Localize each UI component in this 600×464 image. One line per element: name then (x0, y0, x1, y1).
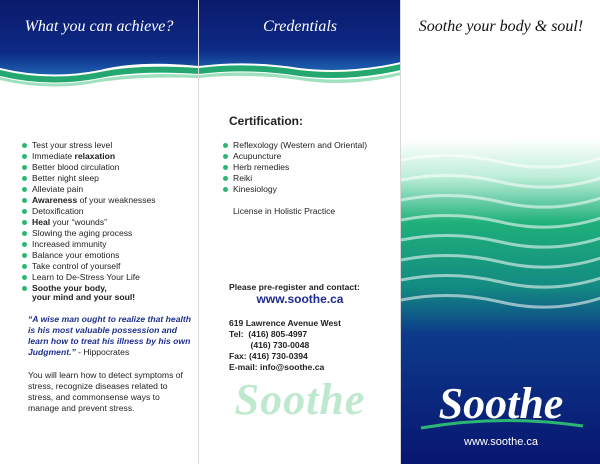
bullet-icon (22, 154, 27, 159)
bullet-icon (22, 253, 27, 258)
panel2-header: Credentials (262, 18, 338, 35)
benefit-bold: Awareness (32, 195, 78, 205)
panel-achieve (0, 0, 198, 464)
bullet-icon (22, 143, 27, 148)
preregister-text: Please pre-register and contact: (229, 282, 360, 292)
benefit-text: Balance your emotions (32, 250, 120, 260)
bullet-icon (223, 187, 228, 192)
certification-item (223, 162, 367, 173)
certification-item (223, 151, 367, 162)
benefit-text: Learn to De-Stress Your Life (32, 272, 140, 282)
certification-item (223, 173, 367, 184)
stress-paragraph: You will learn how to detect symptoms of stress, recognize diseases related to stress, and commonsense ways to manage and prevent stress. (28, 370, 183, 413)
cover-url[interactable]: www.soothe.ca (464, 436, 538, 448)
certification-text: Herb remedies (233, 162, 290, 172)
benefit-text: of your weaknesses (77, 195, 156, 205)
benefit-text: Test your stress level (32, 140, 113, 150)
benefit-text: your “wounds” (50, 217, 107, 227)
benefit-item (22, 228, 156, 239)
benefit-item (22, 206, 156, 217)
benefit-item (22, 272, 156, 283)
bullet-icon (223, 143, 228, 148)
benefit-text: Take control of yourself (32, 261, 121, 271)
bullet-icon (22, 242, 27, 247)
certification-text: Acupuncture (233, 151, 282, 161)
certification-text: Kinesiology (233, 184, 277, 194)
benefit-text: Alleviate pain (32, 184, 84, 194)
benefit-bold: relaxation (74, 151, 116, 161)
benefit-text: Immediate (32, 151, 75, 161)
benefit-item (22, 195, 156, 206)
license-text: License in Holistic Practice (233, 206, 336, 216)
benefit-text: Detoxification (32, 206, 84, 216)
soothe-logo: Soothe (438, 379, 564, 428)
benefit-bold: Heal (32, 217, 51, 227)
benefit-text: Increased immunity (32, 239, 107, 249)
panel1-header: What you can achieve? (24, 18, 174, 35)
certification-text: Reflexology (Western and Oriental) (233, 140, 368, 150)
bullet-icon (223, 176, 228, 181)
bullet-icon (22, 165, 27, 170)
bullet-icon (22, 187, 27, 192)
benefit-item (22, 239, 156, 250)
benefit-item (22, 162, 156, 173)
benefit-text: Better night sleep (32, 173, 99, 183)
bullet-icon (22, 231, 27, 236)
panel1-banner (0, 0, 198, 90)
bullet-icon (22, 275, 27, 280)
benefit-item (22, 151, 156, 162)
contact-address: 619 Lawrence Avenue West Tel: (416) 805-4997 (416) 730-0048 Fax: (416) 730-0394 E-mail: info@soothe.ca (229, 318, 341, 372)
benefit-item (22, 184, 156, 195)
benefit-item (22, 173, 156, 184)
benefit-item (22, 217, 156, 228)
bullet-icon (22, 220, 27, 225)
panel-cover (400, 0, 600, 464)
benefit-last-line: your mind and your soul! (32, 292, 136, 302)
bullet-icon (22, 176, 27, 181)
benefit-item (22, 250, 156, 261)
cover-tagline: Soothe your body & soul! (418, 18, 584, 35)
certification-list (223, 140, 367, 195)
website-link[interactable]: www.soothe.ca (256, 292, 344, 306)
bullet-icon (223, 154, 228, 159)
bullet-icon (223, 165, 228, 170)
benefit-bold: Soothe your body, (32, 283, 107, 293)
bullet-icon (22, 209, 27, 214)
benefit-text: Slowing the aging process (32, 228, 133, 238)
certification-item (223, 184, 367, 195)
benefit-text: Better blood circulation (32, 162, 120, 172)
bullet-icon (22, 286, 27, 291)
bullet-icon (22, 264, 27, 269)
hippocrates-quote (28, 314, 193, 358)
benefit-item (22, 261, 156, 272)
panel2-banner (199, 0, 401, 90)
quote-text: “A wise man ought to realize that health is his most valuable possession and learn how to treat his illness by his own Judgment.” (28, 314, 191, 357)
benefits-list (22, 140, 156, 294)
certification-text: Reiki (233, 173, 253, 183)
bullet-icon (22, 198, 27, 203)
soothe-watermark: Soothe (234, 375, 366, 424)
certification-title: Certification: (229, 114, 304, 128)
panel-credentials (198, 0, 401, 464)
certification-item (223, 140, 367, 151)
quote-attribution: - Hippocrates (75, 347, 130, 357)
benefit-item (22, 140, 156, 151)
